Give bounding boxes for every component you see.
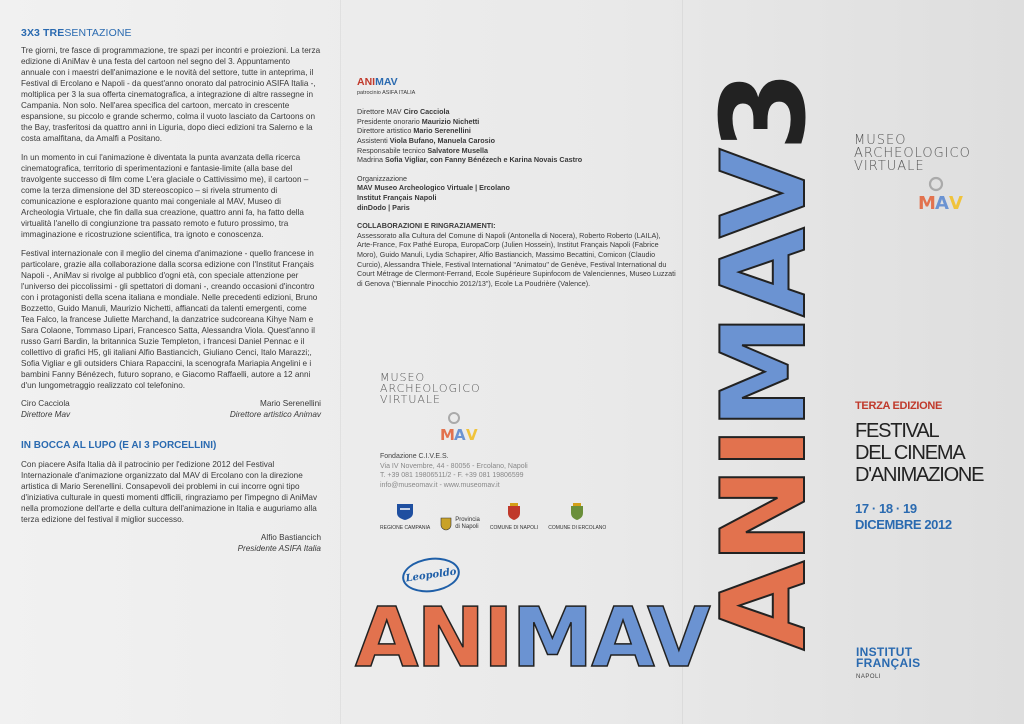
institut-francais-logo (856, 647, 920, 683)
comune-ercolano-logo (548, 503, 606, 531)
credit-role: Direttore artistico (357, 126, 414, 136)
signature-role: Direttore artistico Animav (229, 409, 321, 419)
vertical-orange: ANI (697, 429, 832, 651)
festival-line: FESTIVAL (855, 420, 939, 442)
wordmark-blue: MAV (511, 591, 709, 686)
credit-line (357, 136, 687, 146)
leopoldo-logo: Leopoldo (400, 554, 462, 596)
collaborazioni (357, 221, 677, 288)
museo-line: ARCHEOLOGICO (380, 382, 481, 395)
logo-label: COMUNE DI NAPOLI (489, 525, 539, 531)
credit-line (357, 107, 687, 117)
mav-logo-icon (918, 175, 972, 213)
museo-line: MUSEO (380, 371, 426, 384)
museo-line: VIRTUALE (854, 159, 925, 174)
dates-days: 17 · 18 · 19 (855, 501, 917, 516)
org-line: dinDodo | Paris (357, 202, 410, 212)
credit-line (357, 155, 687, 165)
svg-text:M: M (440, 426, 455, 444)
festival-title (855, 420, 983, 486)
signature-name: Ciro Cacciola (21, 399, 70, 408)
paragraph: Con piacere Asifa Italia dà il patrocinio per l'edizione 2012 del Festival Internazionale d'animazione organizzato dal MAV di Ercolano con la direzione artistica di Mario Serenellini. Consapevoli dei problemi in cui incorre ogni tipo d'iniziativa culturale in questi momenti dfficili, ringraziamo per l'impegno di AniMav nella promozione dell'arte e della cultura dell'animazione in Italia e auguriamo alla terza edizione del festival il miglior successo. (21, 460, 318, 524)
org-label: Organizzazione (357, 173, 407, 183)
organizzazione (357, 174, 687, 212)
museo-line: VIRTUALE (380, 393, 441, 406)
left-panel (21, 28, 321, 554)
animav-wordmark (355, 591, 709, 686)
signature (238, 533, 321, 554)
middle-panel (357, 78, 687, 297)
org-line: MAV Museo Archeologico Virtuale | Ercolano (357, 183, 510, 193)
museo-line: MUSEO (854, 133, 907, 148)
signature (230, 399, 321, 420)
svg-text:V: V (949, 193, 963, 213)
animav-heading (357, 78, 687, 88)
mav-logo-icon (440, 410, 486, 444)
logo-label: COMUNE DI ERCOLANO (548, 525, 607, 531)
provincia-logo (440, 517, 480, 531)
credit-name: Mario Serenellini (413, 126, 471, 136)
paragraph: In un momento in cui l'animazione è diventata la punta avanzata della ricerca cinematografica, territorio di sperimentazioni e fantasie-limite (alla base del travolgente successo di film come L'era glaciale o Cattivissimo me), il cartoon – come la terza dimensione del 3D stereoscopico – si rivela strumento di comunicazione e esplorazione quanto mai congeniale al MAV, Museo di Archeologia Virtuale, che fin dalla sua creazione, quattro anni fa, ha fatto della virtualità l'anello di congiunzione tra passato remoto e futuro prossimo, tra immaginazione e ricostruzione scientifica, tra ignoto e conoscenza. (21, 153, 309, 239)
section-heading (21, 28, 321, 39)
institut-city: NAPOLI (856, 674, 882, 680)
festival-dates (855, 501, 952, 533)
signature-name: Alfio Bastiancich (260, 533, 321, 542)
fondazione-block (380, 452, 528, 490)
web-contact: info@museomav.it - www.museomav.it (380, 481, 500, 489)
festival-line: D'ANIMAZIONE (855, 464, 984, 486)
heading-light: SENTAZIONE (64, 27, 132, 39)
museo-logo (380, 372, 481, 405)
fondazione-name: Fondazione C.I.V.E.S. (380, 453, 449, 460)
heading-red: ANI (357, 76, 376, 88)
paragraph: Tre giorni, tre fasce di programmazione, tre spazi per incontri e proiezioni. La terza edizione di AniMav è una festa del cartoon nel segno del 3. Appuntamento annuale con i maestri dell'animazione e le novità del settore, tutte in anteprima, il Festival di Ercolano e Napoli - da quest'anno onorato dal patrocinio ASIFA Italia -, moltiplica per 3 la sua offerta cinematografica, a integrazione di altre rassegne in Campania. Non solo. Nell'area specifica del cartoon, mercato in crescente espansione, su piccolo e grande schermo, colma il vuoto lasciato da Cartoons on the Bay, trasferitosi da quattro anni in Liguria, dopo dieci edizioni tra Salerno e la costa amalfitana, da Amalfi a Positano. (21, 46, 321, 143)
signature-role: Direttore Mav (21, 409, 71, 419)
credit-name: Maurizio Nichetti (421, 116, 480, 126)
panel-fold (340, 0, 341, 724)
credit-role: Assistenti (357, 135, 390, 145)
credit-line (357, 117, 687, 127)
museo-logo (854, 134, 971, 173)
credit-name: Viola Bufano, Manuela Carosio (389, 135, 496, 145)
patrocinio-label: patrocinio ASIFA ITALIA (357, 89, 416, 96)
wordmark-orange: ANI (355, 591, 512, 686)
paragraph: Festival internazionale con il meglio del cinema d'animazione - quello francese in particolare, grazie alla collaborazione dalla scorsa edizione con l'Institut Français Napoli -, AniMav si rivolge al pubblico d'ogni età, con speciale attenzione per l'universo dei piccolissimi - gli spettatori di domani -, creando occasioni d'incontro con i protagonisti della scena italiana e mondiale. Nelle precedenti edizioni, Bruno Bozzetto, Guido Manuli, Maurizio Nichetti, affiancati da talenti emergenti, come Tea Falco, la francese Juliette Marchand, la danzatrice sudcoreana Kihye Nam e Sara Colaone, Tommaso Lipari, Francesco Satta, Alessandra Viola. Quest'anno il russo Garri Bardin, la britannica Suzie Templeton, i francesi Daniel Pennac e il collettivo di grafici H5, gli italiani Alfio Bastiancich, Giuliano Cenci, Italo Marazzi;, Sofia Vigliar e gli outsiders Chiara Rapaccini, la scenografa Mariapia Angelini e i bambini Fanny Bénézech, futuro soprano, e Giacomo Raffaelli, autore a 12 anni d'un lungometraggio realizzato col telefonino. (21, 249, 318, 390)
phone: T. +39 081 19806511/2 - F. +39 081 19806599 (380, 472, 524, 479)
credit-role: Presidente onorario (357, 116, 422, 126)
credit-name: Ciro Cacciola (403, 107, 450, 117)
festival-line: DEL CINEMA (855, 442, 965, 464)
address: Via IV Novembre, 44 - 80056 - Ercolano, Napoli (380, 462, 528, 470)
signature-name: Mario Serenellini (260, 399, 321, 408)
vertical-number: 3 (697, 73, 832, 152)
svg-text:V: V (466, 426, 478, 444)
collab-text: Assessorato alla Cultura del Comune di Napoli (Antonella di Nocera), Roberto Roberto (LAILA), Arte-France, Fox Pathé Europa, EuropaCorp (Julien Hossein), Institut Français Napoli (Fabrice Moro), Guido Manuli, Lydia Schapirer, Alfio Bastiancich, Massimo Becattini, Comicon (Claudio Curcio), Alessandra Thiele, Festival International "Animatou" de Genève, Festival International du Court Métrage de Clermont-Ferrand, Ecole Supérieure Supinfocom de Valenciennes, Museo Luzzati di Genova ("Biennale Pinocchio 2012/13"), Ecole La Poudrière (Valence). (357, 230, 676, 288)
vertical-blue: MAV (697, 151, 832, 430)
institut-line: INSTITUT (856, 645, 913, 659)
credits-list (357, 107, 687, 165)
credit-name: Salvatore Musella (427, 145, 489, 155)
signature (21, 399, 70, 420)
signature-role: Presidente ASIFA Italia (237, 543, 321, 553)
credit-role: Direttore MAV (357, 107, 404, 117)
logo-label: REGIONE CAMPANIA (380, 525, 431, 531)
credit-line (357, 146, 687, 156)
svg-text:A: A (935, 193, 949, 213)
org-line: Institut Français Napoli (357, 192, 437, 202)
logo-label: Provincia (455, 517, 480, 523)
signatures (21, 399, 321, 420)
comune-napoli-logo (490, 503, 538, 531)
signatures (21, 533, 321, 554)
dates-month: DICEMBRE 2012 (855, 517, 952, 532)
section-heading: IN BOCCA AL LUPO (E AI 3 PORCELLINI) (21, 440, 217, 451)
svg-text:M: M (918, 193, 936, 213)
credit-role: Responsabile tecnico (357, 145, 428, 155)
credit-role: Madrina (357, 155, 385, 165)
svg-text:A: A (454, 426, 466, 444)
credit-line (357, 126, 687, 136)
regione-campania-logo (380, 503, 430, 531)
sponsor-logos (380, 503, 606, 531)
museo-line: ARCHEOLOGICO (854, 146, 971, 161)
heading-blue: MAV (375, 76, 398, 88)
credit-name: Sofia Vigliar, con Fanny Bénézech e Karina Novais Castro (384, 155, 583, 165)
edition-label: TERZA EDIZIONE (855, 400, 943, 412)
logo-label: di Napoli (455, 524, 479, 530)
institut-line: FRANÇAIS (856, 656, 921, 670)
heading-bold: 3X3 TRE (21, 27, 65, 39)
collab-heading: COLLABORAZIONI E RINGRAZIAMENTI: (357, 221, 496, 231)
vertical-animav3-logo (697, 73, 832, 651)
